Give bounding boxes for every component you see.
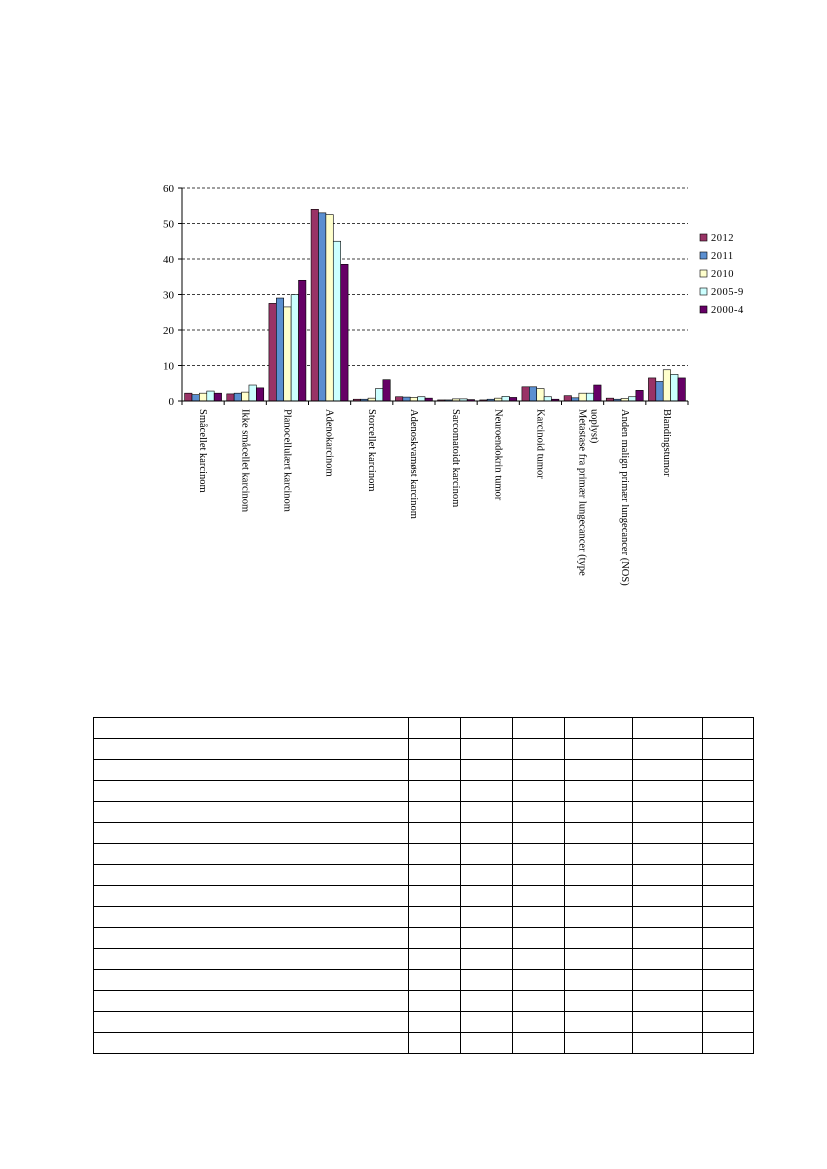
y-tick-label: 0 <box>168 396 174 408</box>
bar-2005-9 <box>375 389 382 401</box>
y-tick-label: 10 <box>163 360 174 373</box>
table-cell <box>409 949 461 970</box>
data-table-container <box>93 717 753 1054</box>
table-cell <box>409 928 461 949</box>
bar-2012 <box>564 396 571 401</box>
table-cell <box>94 991 409 1012</box>
table-cell <box>409 781 461 802</box>
table-cell <box>461 886 513 907</box>
table-cell <box>633 823 703 844</box>
table-cell <box>94 718 409 739</box>
table-cell <box>633 865 703 886</box>
table-cell <box>461 823 513 844</box>
table-row <box>94 802 754 823</box>
table-cell <box>703 907 754 928</box>
table-cell <box>565 844 633 865</box>
bar-2010 <box>242 392 249 401</box>
category-label <box>408 409 419 519</box>
table-cell <box>94 1012 409 1033</box>
table-cell <box>94 823 409 844</box>
category-label <box>661 409 672 477</box>
table-cell <box>513 1012 565 1033</box>
category-label <box>577 409 600 576</box>
table-cell <box>565 949 633 970</box>
category-label-line: uoplyst) <box>588 409 600 444</box>
table-cell <box>513 844 565 865</box>
table-cell <box>703 949 754 970</box>
table-cell <box>513 739 565 760</box>
table-cell <box>633 739 703 760</box>
y-tick-label: 30 <box>163 289 174 302</box>
y-tick-label: 50 <box>163 218 174 231</box>
table-cell <box>513 949 565 970</box>
bar-2000-4 <box>509 397 516 401</box>
table-cell <box>513 865 565 886</box>
table-cell <box>565 739 633 760</box>
table-cell <box>513 928 565 949</box>
table-cell <box>565 865 633 886</box>
table-cell <box>703 1033 754 1054</box>
table-row <box>94 781 754 802</box>
bar-2005-9 <box>291 295 298 402</box>
table-cell <box>409 739 461 760</box>
table-cell <box>409 718 461 739</box>
table-cell <box>633 844 703 865</box>
table-cell <box>409 844 461 865</box>
table-cell <box>513 760 565 781</box>
bar-2005-9 <box>207 391 214 401</box>
table-row <box>94 886 754 907</box>
table-cell <box>703 739 754 760</box>
bar-2000-4 <box>214 393 221 401</box>
table-cell <box>703 1012 754 1033</box>
table-cell <box>703 760 754 781</box>
table-cell <box>461 718 513 739</box>
bar-2000-4 <box>383 380 390 401</box>
table-cell <box>565 802 633 823</box>
table-row <box>94 718 754 739</box>
table-cell <box>461 928 513 949</box>
table-cell <box>633 760 703 781</box>
bar-2000-4 <box>636 390 643 401</box>
bar-2011 <box>234 393 241 401</box>
table-cell <box>633 949 703 970</box>
category-label <box>450 409 461 507</box>
table-cell <box>409 991 461 1012</box>
table-cell <box>94 802 409 823</box>
bar-2012 <box>648 378 655 401</box>
bar-2011 <box>192 395 199 401</box>
category-label-line: Anden malign primær lungecancer (NOS) <box>618 409 630 586</box>
table-cell <box>513 1033 565 1054</box>
table-cell <box>461 781 513 802</box>
category-label-line: Ikke småcellet karcinom <box>239 409 251 513</box>
category-label-line: Neuroendokrin tumor <box>492 409 504 501</box>
category-label-line: Storcellet karcinom <box>365 409 377 492</box>
table-cell <box>461 1012 513 1033</box>
bar-2000-4 <box>256 388 263 401</box>
table-cell <box>633 718 703 739</box>
table-cell <box>409 1033 461 1054</box>
table-cell <box>461 949 513 970</box>
x-axis <box>182 401 688 586</box>
table-cell <box>703 844 754 865</box>
category-label <box>239 409 250 512</box>
table-row <box>94 991 754 1012</box>
table-row <box>94 970 754 991</box>
table-cell <box>633 1033 703 1054</box>
bar-2012 <box>269 303 276 401</box>
bar-2000-4 <box>299 280 306 401</box>
category-label <box>492 409 503 501</box>
legend-swatch <box>700 234 707 241</box>
table-cell <box>409 970 461 991</box>
table-cell <box>565 991 633 1012</box>
bar-2012 <box>311 209 318 401</box>
table-row <box>94 1012 754 1033</box>
table-cell <box>461 802 513 823</box>
table-cell <box>409 802 461 823</box>
table-cell <box>565 928 633 949</box>
bar-2000-4 <box>594 385 601 401</box>
table-cell <box>703 823 754 844</box>
table-cell <box>703 718 754 739</box>
category-label-line: Småcellet karcinom <box>197 409 209 493</box>
bar-2005-9 <box>418 397 425 401</box>
table-cell <box>703 928 754 949</box>
table-cell <box>513 823 565 844</box>
bars <box>185 209 686 401</box>
table-cell <box>633 970 703 991</box>
table-cell <box>633 802 703 823</box>
bar-2012 <box>522 387 529 401</box>
table-cell <box>703 991 754 1012</box>
table-cell <box>633 781 703 802</box>
bar-2010 <box>579 393 586 401</box>
table-cell <box>94 928 409 949</box>
table-cell <box>565 1033 633 1054</box>
table-cell <box>94 970 409 991</box>
bar-2011 <box>656 381 663 401</box>
table-cell <box>461 970 513 991</box>
table-cell <box>703 781 754 802</box>
category-label <box>366 409 377 492</box>
legend-label: 2010 <box>711 269 734 280</box>
category-label <box>197 409 208 493</box>
y-axis <box>163 183 182 408</box>
category-label-line: Adenokarcinom <box>323 409 335 477</box>
table-cell <box>513 781 565 802</box>
category-label-line: Blandingstumor <box>660 409 672 477</box>
table-cell <box>565 760 633 781</box>
legend <box>700 233 744 316</box>
table-cell <box>461 1033 513 1054</box>
table-cell <box>94 781 409 802</box>
legend-swatch <box>700 252 707 259</box>
data-table <box>93 717 754 1054</box>
table-cell <box>513 907 565 928</box>
table-cell <box>409 760 461 781</box>
table-row <box>94 1033 754 1054</box>
bar-2011 <box>318 213 325 401</box>
category-label-line: Metastase fra primær lungecancer (type <box>576 409 588 576</box>
table-cell <box>703 886 754 907</box>
table-cell <box>94 1033 409 1054</box>
table-cell <box>409 865 461 886</box>
table-row <box>94 907 754 928</box>
table-cell <box>461 739 513 760</box>
table-cell <box>565 886 633 907</box>
bar-2010 <box>410 397 417 401</box>
legend-swatch <box>700 270 707 277</box>
bar-2005-9 <box>249 385 256 401</box>
table-cell <box>633 1012 703 1033</box>
table-row <box>94 865 754 886</box>
table-cell <box>94 844 409 865</box>
category-label-line: Karcinoid tumor <box>534 409 546 479</box>
bar-2010 <box>199 393 206 401</box>
table-row <box>94 949 754 970</box>
table-cell <box>703 865 754 886</box>
category-label-line: Planocellulært karcinom <box>281 409 293 512</box>
category-label <box>281 409 292 512</box>
category-label <box>324 409 335 477</box>
table-cell <box>409 823 461 844</box>
category-label-line: Sarcomatoidt karcinom <box>450 409 462 508</box>
table-cell <box>565 1012 633 1033</box>
table-row <box>94 739 754 760</box>
category-label <box>619 409 630 586</box>
legend-label: 2000-4 <box>711 305 744 316</box>
table-cell <box>513 886 565 907</box>
table-cell <box>94 949 409 970</box>
bar-2011 <box>529 387 536 401</box>
bar-2010 <box>326 215 333 401</box>
table-cell <box>703 802 754 823</box>
table-cell <box>409 907 461 928</box>
legend-label: 2005-9 <box>711 287 744 298</box>
bar-2005-9 <box>628 397 635 401</box>
table-cell <box>565 823 633 844</box>
table-cell <box>565 781 633 802</box>
bar-2005-9 <box>544 397 551 401</box>
bar-2005-9 <box>502 396 509 401</box>
table-row <box>94 844 754 865</box>
table-cell <box>94 760 409 781</box>
bar-2012 <box>185 393 192 401</box>
table-cell <box>633 991 703 1012</box>
table-cell <box>633 886 703 907</box>
table-cell <box>461 991 513 1012</box>
table-cell <box>94 865 409 886</box>
table-cell <box>633 928 703 949</box>
table-cell <box>513 970 565 991</box>
bar-2010 <box>663 370 670 401</box>
table-cell <box>703 970 754 991</box>
table-cell <box>565 970 633 991</box>
y-tick-label: 40 <box>163 254 174 266</box>
table-cell <box>461 844 513 865</box>
table-row <box>94 823 754 844</box>
table-cell <box>513 991 565 1012</box>
table-cell <box>461 760 513 781</box>
table-cell <box>94 739 409 760</box>
gridlines <box>182 188 688 366</box>
bar-2005-9 <box>586 393 593 401</box>
bar-2012 <box>227 394 234 401</box>
bar-2011 <box>403 397 410 401</box>
table-cell <box>513 802 565 823</box>
table-cell <box>461 865 513 886</box>
table-row <box>94 760 754 781</box>
category-label-line: Adenoskvamøst karcinom <box>407 409 419 519</box>
bar-2010 <box>284 307 291 401</box>
bar-2000-4 <box>341 264 348 401</box>
bar-2005-9 <box>333 241 340 401</box>
legend-label: 2012 <box>711 233 734 244</box>
category-label <box>534 409 545 479</box>
bar-2010 <box>537 389 544 401</box>
bar-2000-4 <box>678 378 685 401</box>
table-cell <box>565 718 633 739</box>
legend-swatch <box>700 288 707 295</box>
legend-label: 2011 <box>711 251 734 262</box>
table-cell <box>633 907 703 928</box>
bar-2011 <box>276 298 283 401</box>
table-cell <box>409 886 461 907</box>
bar-2012 <box>395 397 402 401</box>
table-cell <box>94 907 409 928</box>
table-cell <box>94 886 409 907</box>
table-row <box>94 928 754 949</box>
legend-swatch <box>700 306 707 313</box>
table-cell <box>461 907 513 928</box>
table-cell <box>409 1012 461 1033</box>
table-cell <box>565 907 633 928</box>
bar-2005-9 <box>671 374 678 401</box>
y-tick-label: 20 <box>163 325 174 337</box>
table-cell <box>513 718 565 739</box>
y-tick-label: 60 <box>163 183 174 195</box>
